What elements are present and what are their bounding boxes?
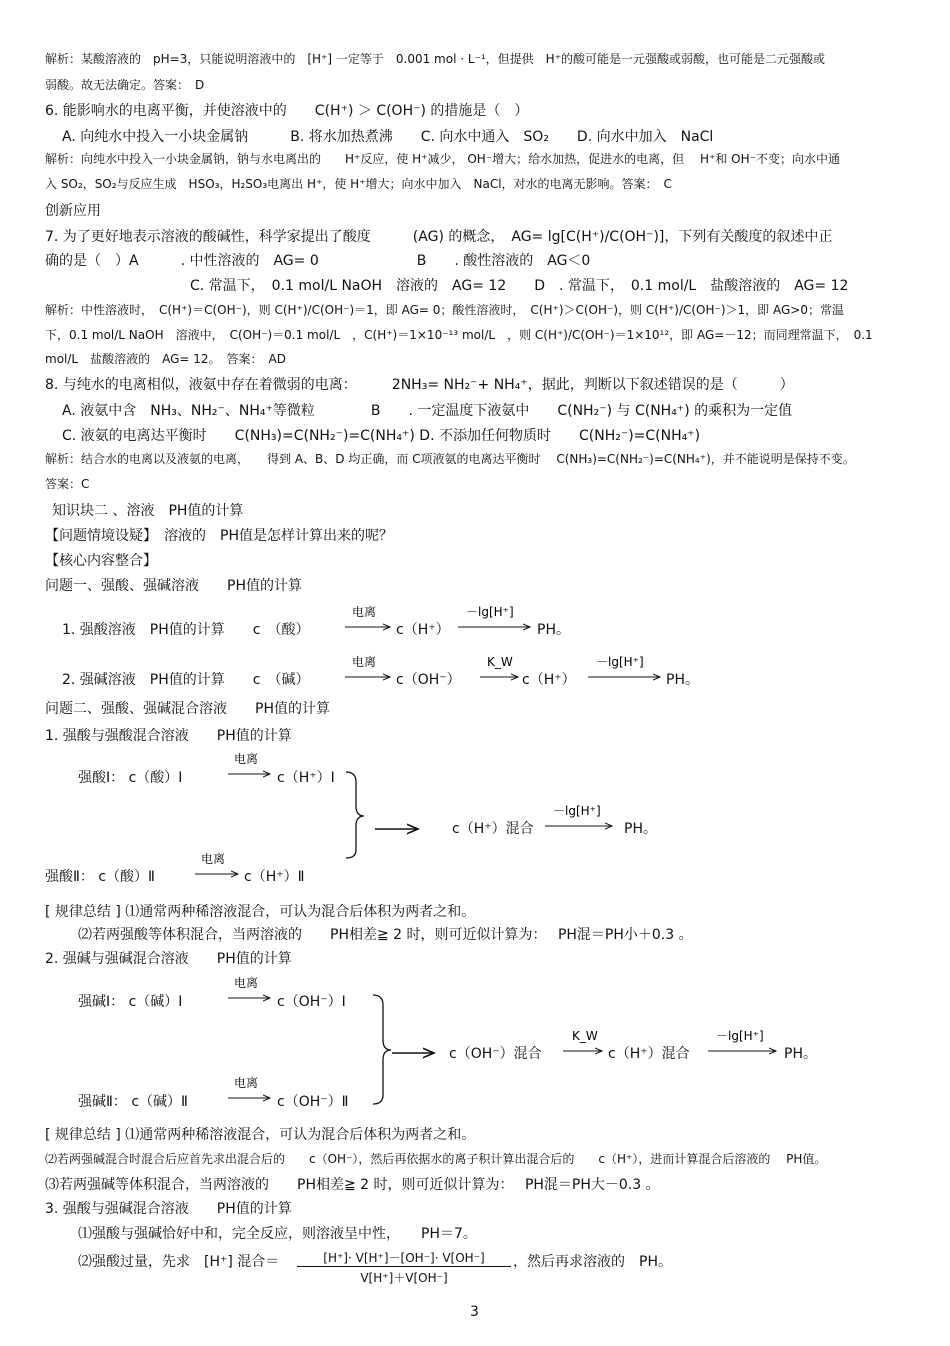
question-8-options-cd: C. 液氨的电离达平衡时 C(NH₃)=C(NH₂⁻)=C(NH₄⁺) D. 不添加任何物质时 C(NH₂⁻)=C(NH₄⁺) bbox=[62, 428, 701, 444]
base-2-label: 强碱Ⅱ： c（碱）Ⅱ bbox=[78, 1094, 188, 1110]
question-7-cont: 确的是（ ）A . 中性溶液的 AG= 0 B . 酸性溶液的 AG＜0 bbox=[45, 253, 591, 269]
base-2-oh: c（OH⁻）Ⅱ bbox=[277, 1094, 349, 1110]
base-base-heading: 2. 强碱与强碱混合溶液 PH值的计算 bbox=[45, 951, 292, 967]
rule-summary-1-2: ⑵若两强酸等体积混合，当两溶液的 PH相差≧ 2 时，则可近似计算为： PH混＝PH小＋0.3 。 bbox=[78, 927, 693, 943]
acid-acid-heading: 1. 强酸与强酸混合溶液 PH值的计算 bbox=[45, 728, 292, 744]
strong-base-h: c（H⁺） bbox=[522, 672, 576, 688]
base-mix-ph: PH。 bbox=[784, 1046, 817, 1062]
acid-mix-h: c（H⁺）混合 bbox=[452, 821, 534, 837]
analysis-q7: 解析：中性溶液时， C(H⁺)＝C(OH⁻)，则 C(H⁺)/C(OH⁻)＝1，即 AG= 0；酸性溶液时， C(H⁺)＞C(OH⁻)，则 C(H⁺)/C(OH⁻)＞1，即 AG>0；常温 bbox=[45, 303, 844, 317]
page-number: 3 bbox=[470, 1304, 479, 1320]
ionize-label-a1: 电离 bbox=[234, 752, 259, 766]
base-1-oh: c（OH⁻）Ⅰ bbox=[277, 994, 346, 1010]
analysis-q7-cont2: mol/L 盐酸溶液的 AG= 12。 答案： AD bbox=[45, 352, 286, 366]
analysis-q6: 解析：向纯水中投入一小块金属钠，钠与水电离出的 H⁺反应，使 H⁺减少， OH⁻增大；给水加热，促进水的电离，但 H⁺和 OH⁻不变；向水中通 bbox=[45, 152, 840, 166]
analysis-q7-cont: 下，0.1 mol/L NaOH 溶液中， C(OH⁻)＝0.1 mol/L ，C(H⁺)＝1×10⁻¹³ mol/L ，则 C(H⁺)/C(OH⁻)＝1×10¹²，即 AG=－12；而同理常温下， 0.1 bbox=[45, 328, 873, 342]
rule-summary-2-3: ⑶若两强碱等体积混合，当两溶液的 PH相差≧ 2 时，则可近似计算为： PH混＝PH大－0.3 。 bbox=[45, 1177, 660, 1193]
question-situation: 【问题情境设疑】 溶液的 PH值是怎样计算出来的呢？ bbox=[45, 528, 393, 544]
ionize-label-a2: 电离 bbox=[201, 852, 226, 866]
brace-acid bbox=[346, 772, 364, 858]
strong-base-label: 2. 强碱溶液 PH值的计算 c （碱） bbox=[62, 672, 310, 688]
question-8-options-ab: A. 液氨中含 NH₃、NH₂⁻、NH₄⁺等微粒 B . 一定温度下液氨中 C(NH₂⁻) 与 C(NH₄⁺) 的乘积为一定值 bbox=[62, 403, 793, 419]
rule-summary-2: [ 规律总结 ] ⑴通常两种稀溶液混合，可认为混合后体积为两者之和。 bbox=[45, 1127, 476, 1143]
acid-mix-ph: PH。 bbox=[624, 821, 657, 837]
ionize-label-2: 电离 bbox=[352, 655, 377, 669]
mix-formula-denominator: V[H⁺]＋V[OH⁻] bbox=[360, 1271, 448, 1285]
strong-acid-label: 1. 强酸溶液 PH值的计算 c （酸） bbox=[62, 622, 310, 638]
question-6-options: A. 向纯水中投入一小块金属钠 B. 将水加热煮沸 C. 向水中通入 SO₂ D. 向水中加入 NaCl bbox=[62, 129, 714, 145]
problem-1-heading: 问题一、强酸、强碱溶液 PH值的计算 bbox=[45, 578, 302, 594]
kw-label-1: K_W bbox=[487, 655, 513, 669]
core-content-heading: 【核心内容整合】 bbox=[45, 553, 157, 569]
strong-base-oh: c（OH⁻） bbox=[396, 672, 461, 688]
neglg-label-b: －lg[H⁺] bbox=[716, 1029, 764, 1043]
kw-label-b: K_W bbox=[572, 1029, 598, 1043]
acid-2-h: c（H⁺）Ⅱ bbox=[244, 869, 305, 885]
acid-1-h: c（H⁺）Ⅰ bbox=[277, 770, 335, 786]
acid-1-label: 强酸Ⅰ： c（酸）Ⅰ bbox=[78, 770, 183, 786]
acid-2-label: 强酸Ⅱ： c（酸）Ⅱ bbox=[45, 869, 155, 885]
base-mix-h: c（H⁺）混合 bbox=[608, 1046, 690, 1062]
strong-acid-h: c（H⁺） bbox=[396, 622, 450, 638]
question-6: 6. 能影响水的电离平衡，并使溶液中的 C(H⁺) ＞ C(OH⁻) 的措施是（ ） bbox=[45, 103, 529, 119]
question-7-options: C. 常温下， 0.1 mol/L NaOH 溶液的 AG= 12 D . 常温下， 0.1 mol/L 盐酸溶液的 AG= 12 bbox=[190, 278, 849, 294]
analysis-q5: 解析：某酸溶液的 pH=3，只能说明溶液中的 [H⁺] 一定等于 0.001 mol · L⁻¹，但提供 H⁺的酸可能是一元强酸或弱酸，也可能是二元强酸或 bbox=[45, 52, 826, 66]
ionize-label-1: 电离 bbox=[352, 605, 377, 619]
problem-2-heading: 问题二、强酸、强碱混合溶液 PH值的计算 bbox=[45, 701, 330, 717]
knowledge-block-2-title: 知识块二 、溶液 PH值的计算 bbox=[52, 503, 244, 519]
acid-excess-text-cont: ，然后再求溶液的 PH。 bbox=[513, 1254, 672, 1270]
base-1-label: 强碱Ⅰ： c（碱）Ⅰ bbox=[78, 994, 183, 1010]
acid-base-heading: 3. 强酸与强碱混合溶液 PH值的计算 bbox=[45, 1201, 292, 1217]
acid-excess-text: ⑵强酸过量，先求 [H⁺] 混合＝ bbox=[78, 1254, 280, 1270]
analysis-q8: 解析：结合水的电离以及液氨的电离， 得到 A、B、D 均正确，而 C项液氨的电离达平衡时 C(NH₃)=C(NH₂⁻)=C(NH₄⁺)，并不能说明是保持不变。 bbox=[45, 452, 855, 466]
mix-formula-numerator: [H⁺]· V[H⁺]－[OH⁻]· V[OH⁻] bbox=[323, 1251, 485, 1265]
analysis-q5-cont: 弱酸。故无法确定。答案： D bbox=[45, 78, 205, 92]
brace-base bbox=[373, 995, 391, 1104]
ionize-label-b1: 电离 bbox=[234, 976, 259, 990]
strong-base-ph: PH。 bbox=[666, 672, 699, 688]
strong-acid-ph: PH。 bbox=[537, 622, 570, 638]
question-8: 8. 与纯水的电离相似，液氨中存在着微弱的电离： 2NH₃= NH₂⁻+ NH₄⁺，据此，判断以下叙述错误的是（ ） bbox=[45, 377, 794, 393]
acid-base-neutral: ⑴强酸与强碱恰好中和，完全反应，则溶液呈中性， PH＝7。 bbox=[78, 1226, 477, 1242]
question-7: 7. 为了更好地表示溶液的酸碱性，科学家提出了酸度 (AG) 的概念， AG= lg[C(H⁺)/C(OH⁻)]，下列有关酸度的叙述中正 bbox=[45, 229, 833, 245]
analysis-q6-cont: 入 SO₂，SO₂与反应生成 HSO₃，H₂SO₃电离出 H⁺，使 H⁺增大；向水中加入 NaCl，对水的电离无影响。答案： C bbox=[45, 177, 672, 191]
base-mix-oh: c（OH⁻）混合 bbox=[449, 1046, 542, 1062]
neglg-label-1: －lg[H⁺] bbox=[466, 605, 514, 619]
ionize-label-b2: 电离 bbox=[234, 1076, 259, 1090]
neglg-label-a: －lg[H⁺] bbox=[553, 804, 601, 818]
section-innovation: 创新应用 bbox=[45, 203, 101, 219]
rule-summary-2-2: ⑵若两强碱混合时混合后应首先求出混合后的 c（OH⁻），然后再依据水的离子积计算出混合后的 c（H⁺），进而计算混合后溶液的 PH值。 bbox=[45, 1152, 827, 1166]
mix-formula-bar bbox=[297, 1266, 511, 1267]
neglg-label-2: －lg[H⁺] bbox=[596, 655, 644, 669]
rule-summary-1: [ 规律总结 ] ⑴通常两种稀溶液混合，可认为混合后体积为两者之和。 bbox=[45, 904, 476, 920]
answer-q8: 答案：C bbox=[45, 477, 90, 491]
